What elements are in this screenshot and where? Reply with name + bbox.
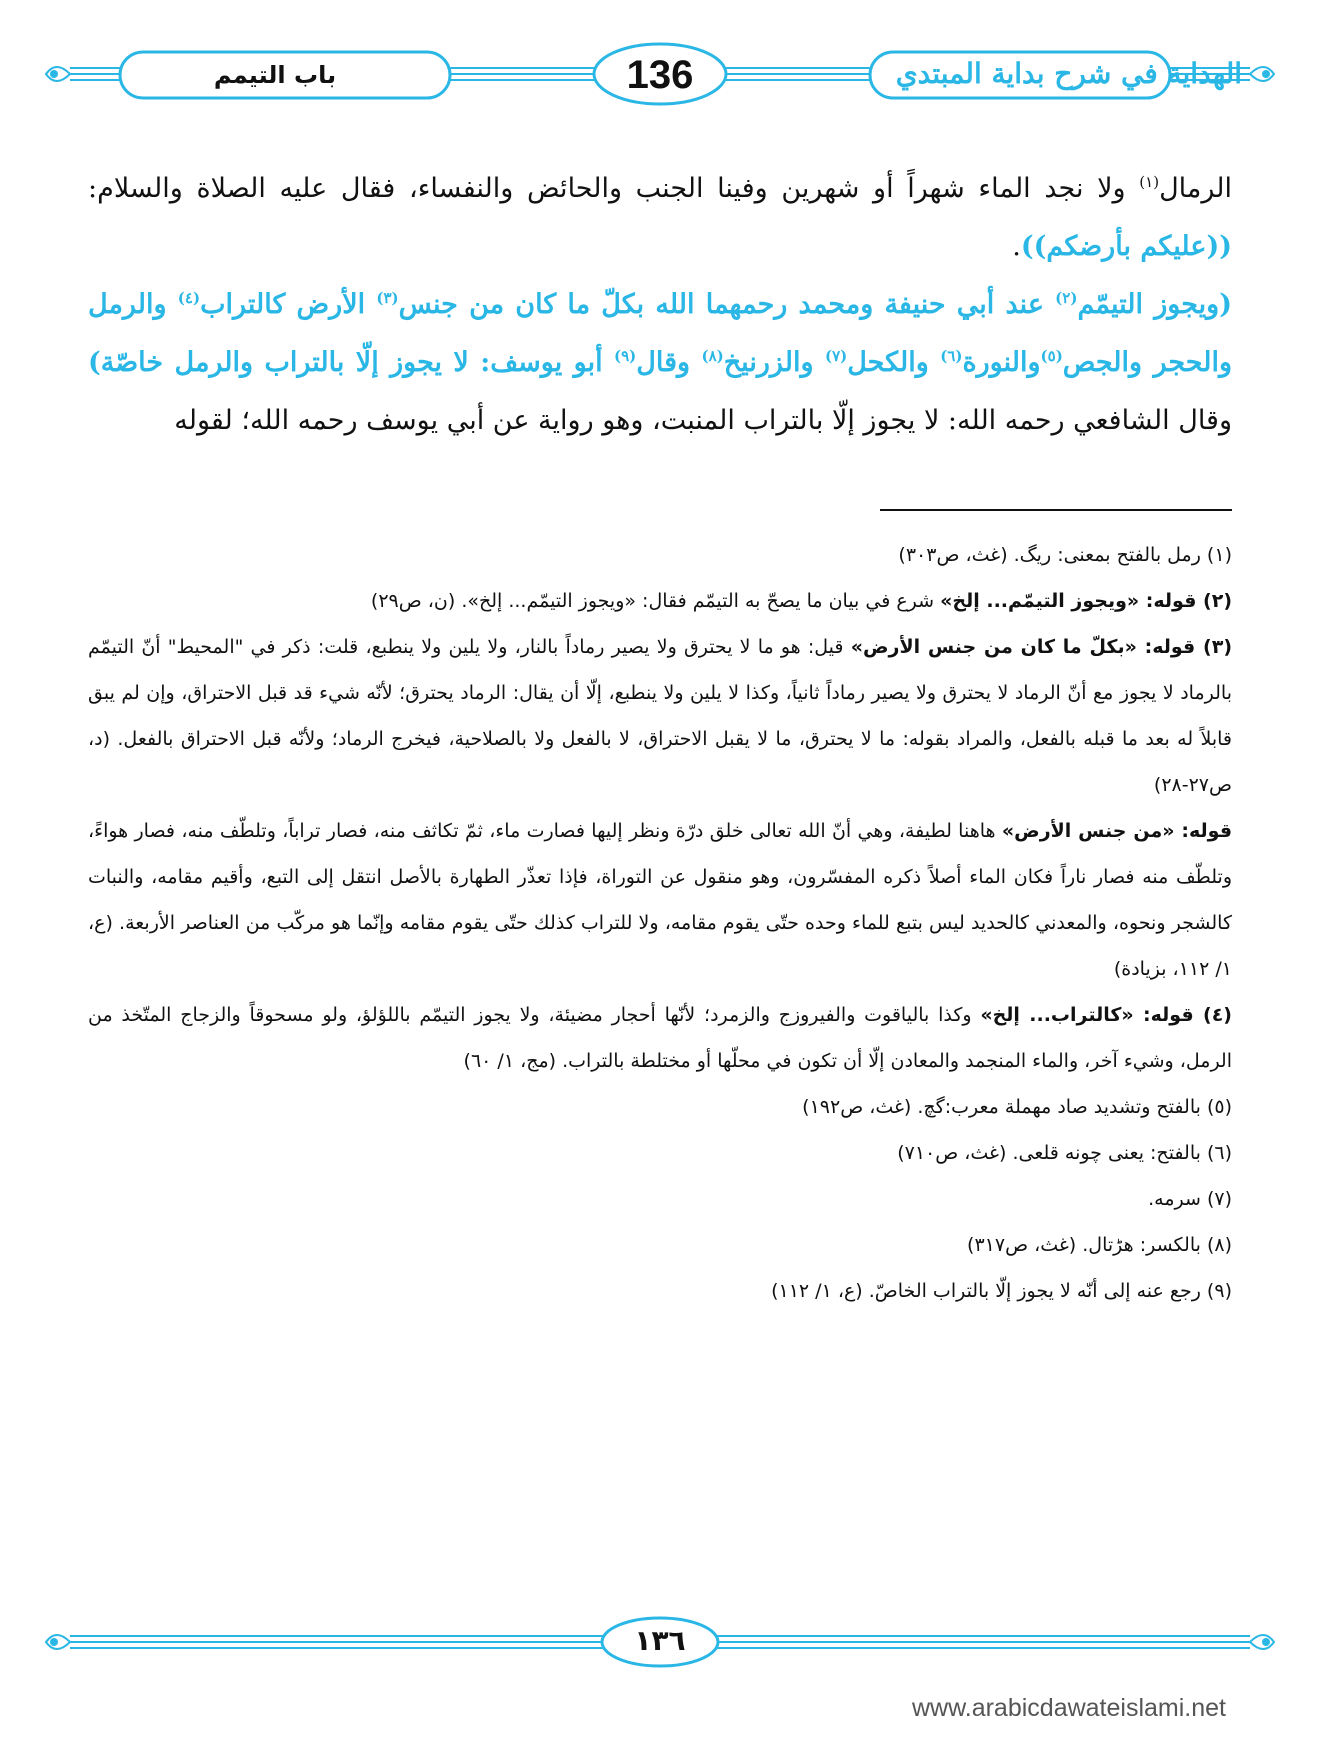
footnote-text: وكذا بالياقوت والفيروزج والزمرد؛ لأنّها أحجار مضيئة، ولا يجوز التيمّم باللؤلؤ، ولو مسحوقاً والزجاج المتّخذ من الرمل، وشيء آخر، والماء المنجمد والمعادن إلّا أن تكون في محلّها أو مختلطة بالتراب. (مج، ١/ ٦٠) — [88, 1004, 1232, 1072]
matn-text: والرمل والحجر والجص — [88, 289, 1232, 378]
footnote-lead: قوله: «من جنس الأرض» — [1001, 820, 1233, 842]
matn-text: لا يجوز إلّا بالتراب والرمل خاصّة) — [88, 347, 469, 378]
page-number-top: 136 — [626, 53, 694, 97]
footnote-2 — [88, 578, 1232, 624]
book-title: الهداية في شرح بداية المبتدي — [895, 57, 1242, 90]
footnotes — [88, 532, 1232, 1314]
footnote-3 — [88, 624, 1232, 808]
chapter-title: باب التيمم — [213, 61, 337, 89]
footnote-3b — [88, 808, 1232, 992]
footnote-ref-2: (٢) — [1055, 289, 1078, 307]
matn-text: الأرض كالتراب — [200, 289, 377, 320]
main-text-span: الرمال — [1159, 173, 1232, 204]
main-text — [88, 160, 1232, 450]
main-paragraph-2 — [88, 276, 1232, 450]
footnote-text: قيل: هو ما لا يحترق ولا يصير رماداً بالنار، ولا يلين ولا ينطبع، قلت: ذكر في "المحيط" أنّ التيمّم بالرماد لا يجوز مع أنّ الرماد لا يحترق ولا يصير رماداً ثانياً، وكذا لا يلين ولا ينطبع، إلّا أن يقال: الرماد يحترق؛ لأنّه شيء قد قبل الاحتراق، وإن لم يبق قابلاً له بعد ما قبله بالفعل، والمراد بقوله: ما لا يحترق، ما لا يقبل الاحتراق، لا بالفعل ولا بالصلاحية، فيخرج الرماد؛ ولأنّه قبل الاحتراق بالفعل. (د، ص٢٧-٢٨) — [88, 636, 1232, 796]
main-paragraph-1 — [88, 160, 1232, 276]
footnote-lead: (٢) قوله: «ويجوز التيمّم... إلخ» — [940, 590, 1232, 612]
footnote-ref-5: (٥) — [1040, 347, 1063, 365]
footnote-ref-3: (٣) — [376, 289, 399, 307]
matn-text: (ويجوز التيمّم — [1077, 289, 1232, 320]
hadith-quote: ((عليكم بأرضكم)) — [1020, 231, 1232, 262]
footnote-text: هاهنا لطيفة، وهي أنّ الله تعالى خلق درّة ونظر إليها فصارت ماء، ثمّ تكاثف منه، فصار تراباً، وتلطّف منه، فصار هواءً، وتلطّف منه فصار ناراً فكان الماء أصلاً ذكره المفسّرون، وهو منقول عن التوراة، فإذا تعذّر الطهارة بالأصل انتقل إلى التبع، وأقيم مقامه، والنبات كالشجر ونحوه، والمعدني كالحديد ليس بتبع للماء وحده حتّى يقوم مقامه، ولا للتراب كذلك حتّى يقوم مقامه وإنّما هو مركّب من العناصر الأربعة. (ع، ١/ ١١٢، بزيادة) — [88, 820, 1232, 980]
footnote-4 — [88, 992, 1232, 1084]
main-text-span: . — [1012, 231, 1021, 262]
footnote-ref-9: (٩) — [614, 347, 637, 365]
footnote-lead: (٤) قوله: «كالتراب... إلخ» — [980, 1004, 1232, 1026]
footnote-ref-1: (١) — [1139, 173, 1160, 191]
page-number-bottom: ١٣٦ — [634, 1624, 686, 1657]
matn-text: والزرنيخ — [723, 347, 825, 378]
matn-text: والنورة — [962, 347, 1041, 378]
footnote-5: (٥) بالفتح وتشديد صاد مهملة معرب:گچ. (غث، ص١٩٢) — [802, 1096, 1232, 1118]
matn-text: عند أبي حنيفة ومحمد رحمهما الله بكلّ ما كان من جنس — [398, 289, 1056, 320]
footnote-ref-8: (٨) — [701, 347, 724, 365]
main-text-span: ولا نجد الماء شهراً أو شهرين وفينا الجنب والحائض والنفساء، فقال عليه الصلاة والسلام: — [88, 173, 1140, 204]
footnote-6: (٦) بالفتح: يعنى چونه قلعى. (غث، ص٧١٠) — [897, 1142, 1232, 1164]
matn-text: أبو يوسف: — [468, 347, 614, 378]
footnote-8: (٨) بالكسر: هڑتال. (غث، ص٣١٧) — [967, 1234, 1232, 1256]
footnote-separator — [880, 509, 1232, 511]
website-url: www.arabicdawateislami.net — [911, 1694, 1226, 1722]
matn-text: والكحل — [847, 347, 941, 378]
footnote-lead: (٣) قوله: «بكلّ ما كان من جنس الأرض» — [850, 636, 1232, 658]
matn-text: وقال — [636, 347, 702, 378]
footnote-text: شرع في بيان ما يصحّ به التيمّم فقال: «ويجوز التيمّم... إلخ». (ن، ص٢٩) — [370, 590, 941, 612]
footnote-7: (٧) سرمه. — [1148, 1188, 1232, 1210]
footnote-ref-7: (٧) — [824, 347, 848, 365]
footnote-9: (٩) رجع عنه إلى أنّه لا يجوز إلّا بالتراب الخاصّ. (ع، ١/ ١١٢) — [771, 1280, 1232, 1302]
footnote-ref-6: (٦) — [940, 347, 963, 365]
main-text-span: وقال الشافعي رحمه الله: لا يجوز إلّا بالتراب المنبت، وهو رواية عن أبي يوسف رحمه الله؛ لقوله — [174, 405, 1232, 436]
footnote-1: (١) رمل بالفتح بمعنى: ريگ. (غث، ص٣٠٣) — [898, 544, 1232, 566]
footnote-ref-4: (٤) — [177, 289, 201, 307]
